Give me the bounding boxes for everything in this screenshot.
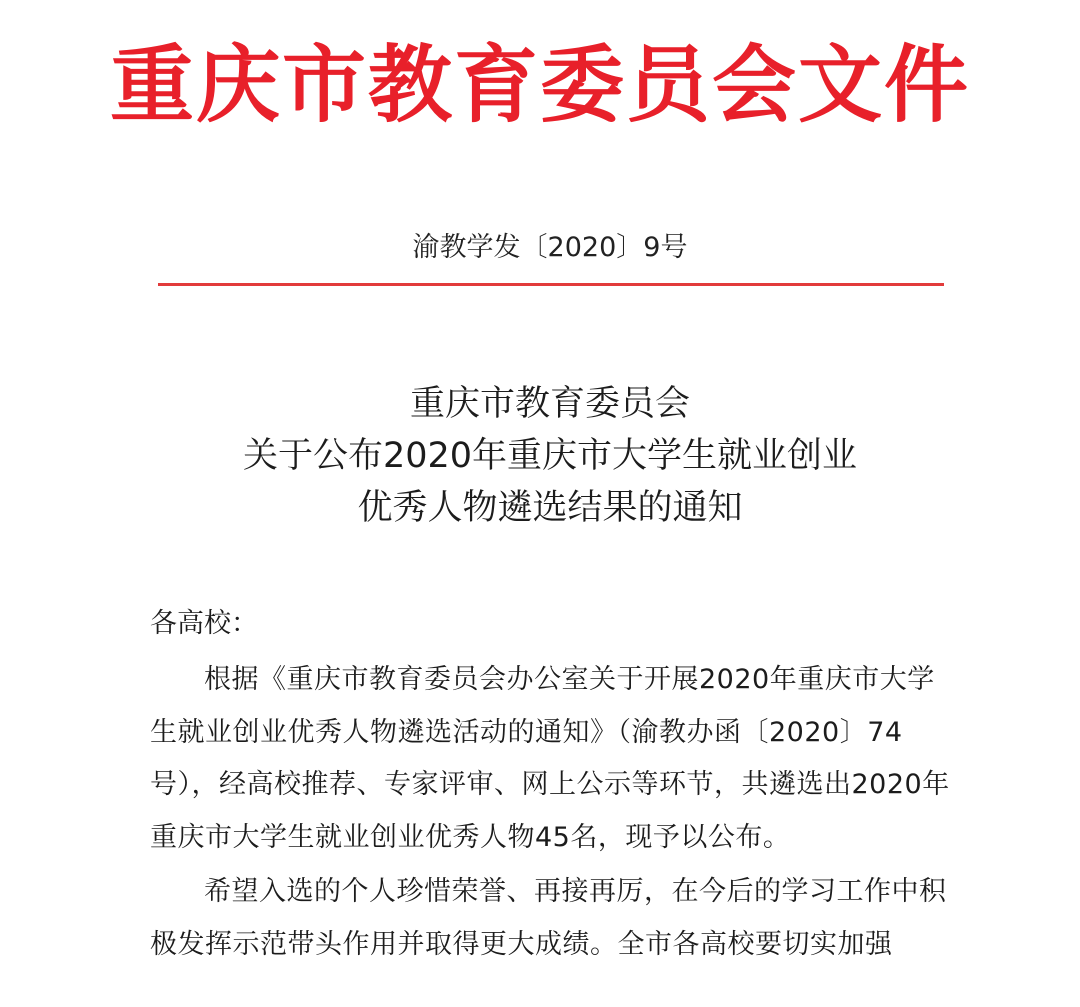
body-paragraph-2: 希望入选的个人珍惜荣誉、再接再厉，在今后的学习工作中积极发挥示范带头作用并取得更大成绩。全市各高校要切实加强	[150, 876, 947, 960]
title-line-3: 优秀人物遴选结果的通知	[357, 488, 743, 528]
masthead-title: 重庆市教育委员会文件	[109, 36, 970, 134]
title-line-2: 关于公布2020年重庆市大学生就业创业	[242, 436, 858, 476]
notice-title	[0, 378, 1080, 534]
title-line-1: 重庆市教育委员会	[409, 384, 690, 424]
salutation: 各高校：	[150, 608, 258, 639]
document-number: 渝教学发〔2020〕9号	[412, 232, 688, 263]
body-paragraph-1: 根据《重庆市教育委员会办公室关于开展2020年重庆市大学生就业创业优秀人物遴选活动的通知》（渝教办函〔2020〕74号），经高校推荐、专家评审、网上公示等环节，共遴选出2020年重庆市大学生就业创业优秀人物45名，现予以公布。	[150, 664, 950, 853]
notice-body	[150, 598, 950, 971]
red-separator-line	[158, 283, 944, 286]
